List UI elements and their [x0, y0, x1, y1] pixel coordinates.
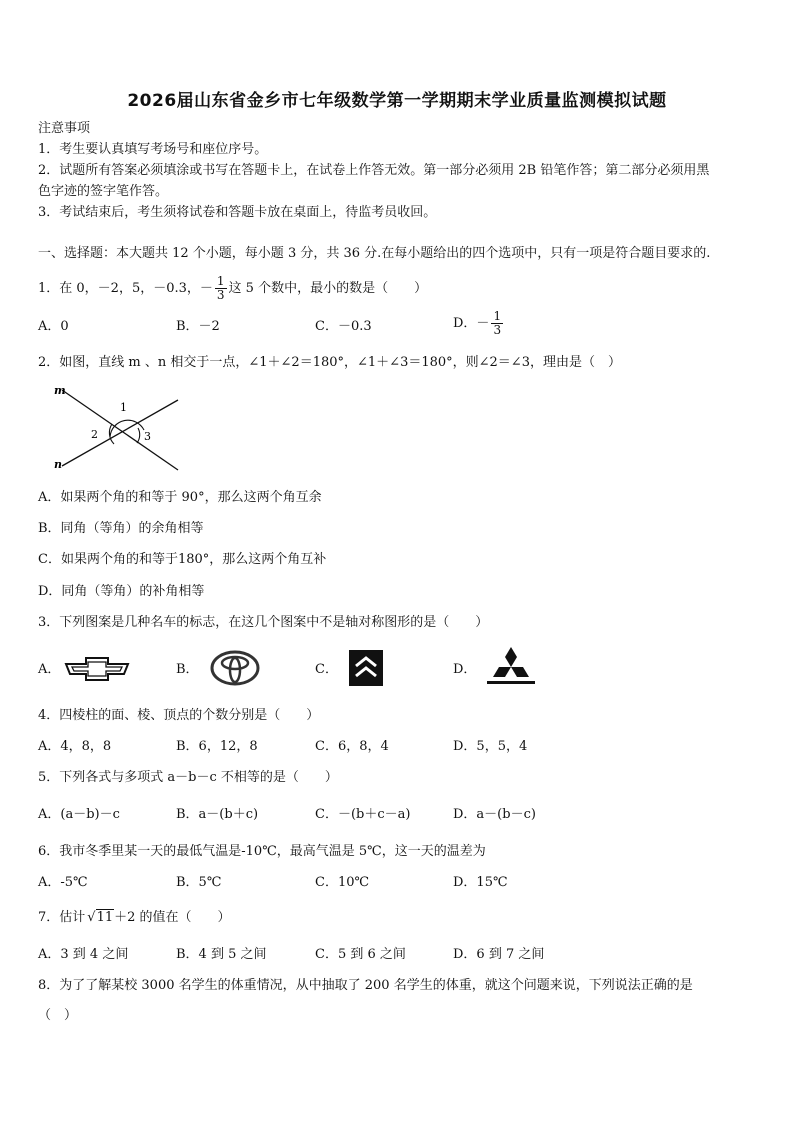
question-6-option-d[interactable]: D．15℃	[453, 875, 508, 890]
question-2-option-d[interactable]: D．同角（等角）的补角相等	[38, 584, 205, 599]
question-2-stem: 2．如图，直线 m 、n 相交于一点，∠1＋∠2＝180°，∠1＋∠3＝180°，则∠2＝∠3，理由是（ ）	[38, 355, 621, 370]
fraction-one-third	[215, 275, 227, 302]
question-7-stem-b: ＋2 的值在（ ）	[114, 910, 231, 925]
question-5-option-a[interactable]: A．(a－b)－c	[38, 807, 120, 822]
question-2-option-c[interactable]: C．如果两个角的和等于180°，那么这两个角互补	[38, 552, 327, 567]
question-6-option-b[interactable]: B．5℃	[176, 875, 222, 890]
question-1-stem-b: 这 5 个数中，最小的数是（ ）	[228, 281, 428, 296]
question-1-option-d-prefix: D．－	[453, 316, 490, 331]
label-angle-2: 2	[91, 428, 98, 441]
question-2-option-b[interactable]: B．同角（等角）的余角相等	[38, 521, 204, 536]
page-title: 2026届山东省金乡市七年级数学第一学期期末学业质量监测模拟试题	[127, 91, 667, 111]
question-3-option-d[interactable]: D．	[453, 662, 477, 677]
question-2-option-a[interactable]: A．如果两个角的和等于 90°，那么这两个角互余	[38, 490, 322, 505]
question-4-option-a[interactable]: A．4，8，8	[38, 739, 112, 754]
question-7-option-c[interactable]: C．5 到 6 之间	[315, 947, 406, 962]
question-7-stem-a: 7．估计	[38, 910, 86, 925]
question-3-option-a[interactable]: A．	[38, 662, 61, 677]
question-6-option-c[interactable]: C．10℃	[315, 875, 370, 890]
question-1-option-b[interactable]: B．－2	[176, 319, 220, 334]
toyota-logo-icon	[210, 650, 260, 686]
question-8-stem-cont: （ ）	[38, 1008, 78, 1023]
notice-item-1: 1．考生要认真填写考场号和座位序号。	[38, 142, 268, 157]
question-8-stem: 8．为了了解某校 3000 名学生的体重情况，从中抽取了 200 名学生的体重，就这个问题来说，下列说法正确的是	[38, 978, 693, 993]
intersecting-lines-figure	[50, 380, 190, 475]
question-3-option-c[interactable]: C．	[315, 662, 338, 677]
mitsubishi-logo-icon	[487, 647, 535, 687]
notice-heading: 注意事项	[38, 121, 91, 136]
notice-item-2-cont: 色字迹的签字笔作答。	[38, 184, 169, 199]
fraction-numerator: 1	[216, 274, 225, 288]
question-4-option-d[interactable]: D．5，5，4	[453, 739, 528, 754]
chevrolet-logo-icon	[64, 656, 130, 682]
question-3-stem: 3．下列图案是几种名车的标志，在这几个图案中不是轴对称图形的是（ ）	[38, 615, 489, 630]
radical-sign-icon: √	[87, 910, 96, 925]
notice-item-3: 3．考试结束后，考生须将试卷和答题卡放在桌面上，待监考员收回。	[38, 205, 437, 220]
question-1-option-d[interactable]	[453, 310, 505, 337]
fraction-numerator: 1	[493, 309, 502, 323]
question-5-option-b[interactable]: B．a－(b＋c)	[176, 807, 259, 822]
question-7-option-b[interactable]: B．4 到 5 之间	[176, 947, 267, 962]
question-5-option-c[interactable]: C．－(b＋c－a)	[315, 807, 411, 822]
question-5-option-d[interactable]: D．a－(b－c)	[453, 807, 536, 822]
citroen-logo-icon	[349, 650, 383, 686]
angle-arc-3	[137, 428, 140, 443]
notice-item-2: 2．试题所有答案必须填涂或书写在答题卡上，在试卷上作答无效。第一部分必须用 2B 铅笔作答；第二部分必须用黑	[38, 163, 710, 178]
fraction-denominator: 3	[216, 288, 225, 302]
question-1-option-a[interactable]: A．0	[38, 319, 69, 334]
section-heading: 一、选择题：本大题共 12 个小题，每小题 3 分，共 36 分.在每小题给出的四个选项中，只有一项是符合题目要求的.	[38, 246, 711, 261]
question-1-stem	[38, 275, 427, 302]
question-7-option-d[interactable]: D．6 到 7 之间	[453, 947, 545, 962]
question-6-option-a[interactable]: A．-5℃	[38, 875, 88, 890]
question-5-stem: 5．下列各式与多项式 a－b－c 不相等的是（ ）	[38, 770, 338, 785]
question-4-stem: 4．四棱柱的面、棱、顶点的个数分别是（ ）	[38, 708, 320, 723]
square-root-expression	[87, 909, 114, 927]
fraction-denominator: 3	[493, 323, 502, 337]
question-4-option-b[interactable]: B．6，12，8	[176, 739, 258, 754]
label-angle-1: 1	[120, 401, 127, 414]
question-7-stem	[38, 909, 231, 927]
question-7-option-a[interactable]: A．3 到 4 之间	[38, 947, 129, 962]
label-m: m	[54, 384, 66, 397]
question-6-stem: 6．我市冬季里某一天的最低气温是-10℃，最高气温是 5℃，这一天的温差为	[38, 844, 486, 859]
question-4-option-c[interactable]: C．6，8，4	[315, 739, 389, 754]
label-n: n	[54, 458, 62, 471]
fraction-one-third	[491, 310, 503, 337]
question-1-option-c[interactable]: C．－0.3	[315, 319, 372, 334]
radicand: 11	[96, 910, 114, 925]
label-angle-3: 3	[144, 430, 151, 443]
question-1-stem-a: 1．在 0，－2，5，－0.3，－	[38, 281, 213, 296]
question-3-option-b[interactable]: B．	[176, 662, 199, 677]
